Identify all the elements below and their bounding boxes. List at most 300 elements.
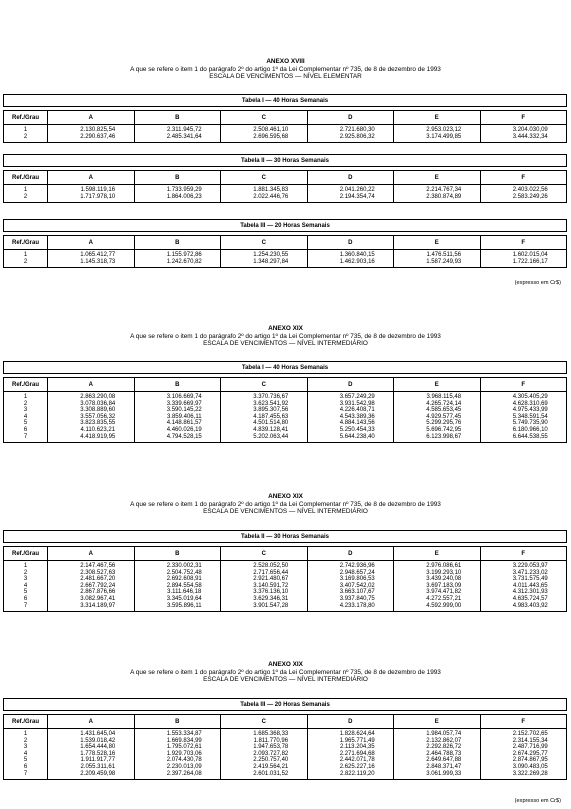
salary-value: 3.823.835,55 [80, 420, 116, 427]
salary-value: 2.976.086,61 [426, 563, 462, 569]
salary-value: 3.376.136,10 [253, 589, 289, 596]
value-column [221, 561, 308, 612]
salary-value: 2.093.727,82 [253, 750, 289, 757]
value-column [134, 185, 221, 203]
column-header: D [307, 171, 394, 185]
salary-value: 6.180.966,10 [512, 426, 548, 433]
salary-value: 2.863.290,08 [80, 394, 116, 400]
salary-value: 2.822.119,20 [339, 770, 375, 777]
salary-value: 2.147.467,56 [80, 563, 116, 569]
column-header: C [221, 715, 308, 729]
column-header: C [221, 547, 308, 561]
salary-value: 2.250.757,40 [253, 757, 289, 764]
column-header: F [480, 547, 567, 561]
salary-value: 3.199.293,10 [426, 569, 462, 576]
salary-value: 3.322.269,28 [512, 770, 548, 777]
salary-value: 2.528.052,50 [253, 563, 289, 569]
salary-value: 3.859.406,11 [166, 413, 202, 420]
salary-value: 2.921.480,67 [253, 576, 289, 583]
ref-value: 3 [23, 576, 28, 583]
value-column [307, 250, 394, 268]
column-header: F [480, 171, 567, 185]
annex-header [0, 325, 571, 348]
salary-value: 2.194.354,74 [339, 193, 375, 200]
salary-value: 2.442.071,78 [339, 757, 375, 764]
salary-value: 3.657.249,29 [339, 394, 375, 400]
table-title: Tabela I — 40 Horas Semanais [4, 362, 567, 374]
value-column [134, 729, 221, 780]
salary-value: 1.778.528,16 [80, 750, 116, 757]
salary-value: 3.623.541,92 [253, 400, 289, 407]
annex-header [0, 493, 571, 516]
salary-value: 3.974.471,82 [426, 589, 462, 596]
ref-value: 7 [23, 433, 28, 440]
table-title: Tabela II — 30 Horas Semanais [4, 155, 567, 167]
ref-value: 2 [23, 258, 28, 265]
value-column [394, 185, 481, 203]
column-header: A [48, 715, 135, 729]
column-header: E [394, 236, 481, 250]
salary-value: 2.214.767,34 [426, 187, 462, 193]
salary-value: 2.649.647,88 [426, 757, 462, 764]
salary-value: 3.339.669,97 [166, 400, 202, 407]
salary-value: 2.403.022,56 [512, 187, 548, 193]
currency-note: (expresso em Cr$) [514, 280, 561, 286]
ref-value: 5 [23, 589, 28, 596]
salary-value: 2.953.023,12 [426, 127, 462, 133]
salary-value: 3.078.036,84 [80, 400, 116, 407]
salary-value: 2.041.260,22 [339, 187, 375, 193]
salary-value: 1.065.412,77 [80, 252, 116, 258]
value-column [394, 250, 481, 268]
ref-value: 2 [23, 569, 28, 576]
salary-value: 2.601.031,52 [253, 770, 289, 777]
salary-value: 2.464.788,73 [426, 750, 462, 757]
salary-value: 1.242.670,82 [166, 258, 202, 265]
salary-value: 4.501.514,80 [253, 420, 289, 427]
annex-title: ANEXO XIX [268, 661, 303, 668]
salary-value: 3.937.840,75 [339, 595, 375, 602]
salary-value: 4.418.919,95 [80, 433, 116, 440]
annex-title: ANEXO XVIII [266, 58, 305, 65]
salary-value: 4.110.623,21 [80, 426, 116, 433]
column-header: C [221, 171, 308, 185]
salary-value: 5.644.238,40 [339, 433, 375, 440]
salary-value: 1.795.072,61 [166, 744, 202, 751]
salary-value: 4.233.178,80 [339, 602, 375, 609]
salary-value: 2.397.264,08 [166, 770, 202, 777]
value-column [394, 392, 481, 443]
annex-scale: ESCALA DE VENCIMENTOS — NÍVEL INTERMEDIÁRIO [203, 676, 368, 684]
salary-value: 3.229.053,97 [512, 563, 548, 569]
ref-column [4, 561, 48, 612]
value-column [394, 729, 481, 780]
column-header-ref: Ref./Grau [4, 378, 48, 392]
salary-value: 2.314.155,34 [512, 737, 548, 744]
salary-value: 2.948.657,24 [339, 569, 375, 576]
salary-value: 4.187.455,63 [253, 413, 289, 420]
salary-value: 2.696.595,68 [253, 133, 289, 140]
salary-value: 3.090.483,05 [512, 763, 548, 770]
salary-value: 2.308.527,63 [80, 569, 116, 576]
salary-value: 2.692.608,91 [166, 576, 202, 583]
salary-value: 4.265.724,14 [426, 400, 462, 407]
salary-value: 3.471.233,02 [512, 569, 548, 576]
column-header: B [134, 171, 221, 185]
salary-value: 3.169.806,53 [339, 576, 375, 583]
table-title: Tabela III — 20 Horas Semanais [4, 699, 567, 711]
salary-value: 5.250.454,33 [339, 426, 375, 433]
salary-table [3, 698, 567, 780]
ref-value: 1 [23, 731, 28, 737]
column-header-ref: Ref./Grau [4, 236, 48, 250]
salary-value: 5.348.591,54 [512, 413, 548, 420]
salary-value: 5.749.735,90 [512, 420, 548, 427]
ref-value: 6 [23, 763, 28, 770]
value-column [394, 125, 481, 143]
value-column [221, 185, 308, 203]
column-header: A [48, 236, 135, 250]
column-header: B [134, 236, 221, 250]
ref-value: 2 [23, 400, 28, 407]
column-header: A [48, 111, 135, 125]
salary-value: 4.585.653,45 [426, 407, 462, 414]
column-header: E [394, 715, 481, 729]
column-header: E [394, 171, 481, 185]
salary-value: 1.947.653,78 [253, 744, 289, 751]
value-column [48, 250, 135, 268]
column-header: F [480, 111, 567, 125]
column-header: B [134, 111, 221, 125]
value-column [48, 125, 135, 143]
salary-value: 3.308.889,60 [80, 407, 116, 414]
salary-value: 2.292.826,72 [426, 744, 462, 751]
column-header: C [221, 111, 308, 125]
annex-header [0, 58, 571, 81]
value-column [480, 250, 567, 268]
salary-value: 2.625.227,16 [339, 763, 375, 770]
salary-value: 4.635.724,57 [512, 595, 548, 602]
ref-column [4, 185, 48, 203]
salary-value: 1.145.318,73 [80, 258, 116, 265]
salary-value: 3.557.056,32 [80, 413, 116, 420]
salary-value: 1.984.057,74 [426, 731, 462, 737]
value-column [48, 185, 135, 203]
salary-value: 2.667.792,24 [80, 582, 116, 589]
ref-value: 7 [23, 770, 28, 777]
salary-value: 1.348.297,84 [253, 258, 289, 265]
value-column [221, 392, 308, 443]
salary-value: 3.895.307,56 [253, 407, 289, 414]
ref-value: 3 [23, 744, 28, 751]
value-column [221, 125, 308, 143]
currency-note: (expresso em Cr$) [514, 798, 561, 804]
salary-value: 3.931.542,98 [339, 400, 375, 407]
value-column [307, 392, 394, 443]
table-title: Tabela III — 20 Horas Semanais [4, 220, 567, 232]
ref-value: 5 [23, 757, 28, 764]
ref-value: 2 [23, 133, 28, 140]
salary-table [3, 530, 567, 612]
ref-value: 6 [23, 426, 28, 433]
ref-value: 1 [23, 127, 28, 133]
ref-value: 6 [23, 595, 28, 602]
salary-value: 2.583.249,26 [512, 193, 548, 200]
salary-value: 4.929.577,45 [426, 413, 462, 420]
ref-column [4, 125, 48, 143]
column-header: E [394, 547, 481, 561]
value-column [134, 250, 221, 268]
column-header: D [307, 236, 394, 250]
salary-value: 4.975.433,99 [512, 407, 548, 414]
ref-value: 5 [23, 420, 28, 427]
value-column [221, 729, 308, 780]
salary-value: 2.230.013,09 [166, 763, 202, 770]
column-header: C [221, 236, 308, 250]
column-header: F [480, 236, 567, 250]
value-column [307, 561, 394, 612]
salary-value: 3.204.030,09 [512, 127, 548, 133]
salary-value: 2.487.716,99 [512, 744, 548, 751]
salary-value: 3.082.967,41 [80, 595, 116, 602]
salary-value: 1.654.444,80 [80, 744, 116, 751]
salary-value: 1.476.511,56 [426, 252, 462, 258]
salary-value: 1.828.624,64 [339, 731, 375, 737]
salary-value: 2.330.002,31 [166, 563, 202, 569]
salary-value: 1.462.903,16 [339, 258, 375, 265]
salary-value: 5.696.742,95 [426, 426, 462, 433]
annex-subtitle: A que se refere o item 1 do parágrafo 2º do artigo 1º da Lei Complementar nº 735, de 8 de dezembro de 1993 [130, 332, 441, 340]
ref-value: 1 [23, 563, 28, 569]
ref-value: 4 [23, 582, 28, 589]
annex-title: ANEXO XIX [268, 325, 303, 332]
value-column [480, 392, 567, 443]
value-column [307, 125, 394, 143]
value-column [480, 561, 567, 612]
salary-value: 2.055.311,61 [80, 763, 116, 770]
annex-scale: ESCALA DE VENCIMENTOS — NÍVEL INTERMEDIÁRIO [203, 508, 368, 516]
salary-value: 1.553.334,87 [166, 731, 202, 737]
salary-value: 1.669.834,99 [166, 737, 202, 744]
salary-value: 3.407.542,02 [339, 582, 375, 589]
salary-value: 1.360.840,15 [339, 252, 375, 258]
salary-value: 2.113.204,35 [339, 744, 375, 751]
value-column [221, 250, 308, 268]
salary-value: 2.867.876,66 [80, 589, 116, 596]
salary-value: 3.901.547,28 [253, 602, 289, 609]
table-title: Tabela I — 40 Horas Semanais [4, 95, 567, 107]
salary-value: 2.717.656,44 [253, 569, 289, 576]
annex-header [0, 661, 571, 684]
column-header: C [221, 378, 308, 392]
ref-value: 4 [23, 750, 28, 757]
salary-value: 4.983.403,92 [512, 602, 548, 609]
salary-value: 1.685.368,33 [253, 731, 289, 737]
salary-value: 3.061.999,33 [426, 770, 462, 777]
salary-value: 2.380.874,89 [426, 193, 462, 200]
column-header: B [134, 547, 221, 561]
salary-value: 3.968.115,48 [426, 394, 462, 400]
column-header: D [307, 378, 394, 392]
value-column [480, 729, 567, 780]
salary-value: 3.697.183,09 [426, 582, 462, 589]
column-header: A [48, 378, 135, 392]
value-column [134, 392, 221, 443]
salary-value: 4.794.528,15 [166, 433, 202, 440]
salary-value: 1.864.006,23 [166, 193, 202, 200]
salary-value: 4.272.557,21 [426, 595, 462, 602]
value-column [394, 561, 481, 612]
salary-value: 2.022.446,76 [253, 193, 289, 200]
salary-value: 1.811.770,96 [253, 737, 289, 744]
ref-value: 1 [23, 252, 28, 258]
salary-value: 2.209.459,98 [80, 770, 116, 777]
salary-value: 2.130.825,54 [80, 127, 116, 133]
salary-table [3, 219, 567, 268]
column-header: D [307, 715, 394, 729]
salary-value: 3.663.107,67 [339, 589, 375, 596]
table-title: Tabela II — 30 Horas Semanais [4, 531, 567, 543]
salary-value: 3.174.499,85 [426, 133, 462, 140]
salary-value: 1.717.978,10 [80, 193, 116, 200]
salary-value: 2.311.945,72 [166, 127, 202, 133]
salary-value: 4.884.143,56 [339, 420, 375, 427]
salary-value: 2.504.752,48 [166, 569, 202, 576]
value-column [480, 125, 567, 143]
ref-value: 2 [23, 193, 28, 200]
salary-value: 1.602.015,04 [512, 252, 548, 258]
ref-column [4, 729, 48, 780]
salary-value: 1.911.917,77 [80, 757, 116, 764]
value-column [48, 392, 135, 443]
annex-title: ANEXO XIX [268, 493, 303, 500]
salary-value: 4.312.301,93 [512, 589, 548, 596]
salary-value: 4.011.443,65 [512, 582, 548, 589]
salary-value: 4.226.408,71 [339, 407, 375, 414]
column-header: D [307, 111, 394, 125]
salary-value: 2.721.680,30 [339, 127, 375, 133]
ref-value: 3 [23, 407, 28, 414]
salary-table [3, 154, 567, 203]
column-header: F [480, 715, 567, 729]
salary-value: 4.305.405,29 [512, 394, 548, 400]
column-header: A [48, 547, 135, 561]
salary-value: 1.881.345,83 [253, 187, 289, 193]
salary-value: 2.152.702,65 [512, 731, 548, 737]
salary-value: 6.644.538,55 [512, 433, 548, 440]
column-header: F [480, 378, 567, 392]
value-column [307, 185, 394, 203]
salary-value: 1.431.645,04 [80, 731, 116, 737]
salary-value: 3.370.736,67 [253, 394, 289, 400]
salary-value: 3.106.669,74 [166, 394, 202, 400]
value-column [48, 729, 135, 780]
annex-scale: ESCALA DE VENCIMENTOS — NÍVEL INTERMEDIÁRIO [203, 340, 368, 348]
salary-value: 3.590.145,22 [166, 407, 202, 414]
salary-value: 2.894.554,58 [166, 582, 202, 589]
salary-value: 2.848.371,47 [426, 763, 462, 770]
salary-value: 4.460.026,19 [166, 426, 202, 433]
ref-value: 1 [23, 394, 28, 400]
salary-value: 4.148.861,57 [166, 420, 202, 427]
salary-value: 2.074.430,78 [166, 757, 202, 764]
salary-table [3, 361, 567, 443]
salary-value: 1.929.703,06 [166, 750, 202, 757]
salary-value: 2.874.867,95 [512, 757, 548, 764]
salary-value: 2.290.637,46 [80, 133, 116, 140]
ref-value: 1 [23, 187, 28, 193]
salary-value: 1.965.771,49 [339, 737, 375, 744]
value-column [134, 125, 221, 143]
column-header-ref: Ref./Grau [4, 111, 48, 125]
salary-value: 4.592.999,00 [426, 602, 462, 609]
column-header-ref: Ref./Grau [4, 547, 48, 561]
salary-value: 3.629.346,31 [253, 595, 289, 602]
annex-subtitle: A que se refere o item 1 do parágrafo 2º do artigo 1º da Lei Complementar nº 735, de 8 de dezembro de 1993 [130, 668, 441, 676]
annex-subtitle: A que se refere o item 1 do parágrafo 2º do artigo 1º da Lei Complementar nº 735, de 8 de dezembro de 1993 [130, 65, 441, 73]
salary-value: 3.140.591,72 [253, 582, 289, 589]
salary-value: 3.731.575,49 [512, 576, 548, 583]
value-column [134, 561, 221, 612]
column-header: B [134, 378, 221, 392]
salary-value: 3.439.240,08 [426, 576, 462, 583]
salary-value: 3.314.189,97 [80, 602, 116, 609]
column-header: D [307, 547, 394, 561]
column-header: E [394, 378, 481, 392]
salary-value: 4.628.310,69 [512, 400, 548, 407]
value-column [48, 561, 135, 612]
salary-value: 2.742.936,96 [339, 563, 375, 569]
salary-value: 2.419.564,21 [253, 763, 289, 770]
salary-value: 4.543.389,36 [339, 413, 375, 420]
salary-value: 2.132.862,07 [426, 737, 462, 744]
salary-value: 1.254.230,55 [253, 252, 289, 258]
salary-value: 1.733.959,29 [166, 187, 202, 193]
salary-value: 2.925.806,32 [339, 133, 375, 140]
column-header: A [48, 171, 135, 185]
salary-value: 3.345.019,64 [166, 595, 202, 602]
ref-column [4, 392, 48, 443]
salary-value: 1.539.018,42 [80, 737, 116, 744]
ref-column [4, 250, 48, 268]
salary-value: 1.155.972,86 [166, 252, 202, 258]
salary-value: 3.111.646,18 [167, 589, 202, 596]
annex-subtitle: A que se refere o item 1 do parágrafo 2º do artigo 1º da Lei Complementar nº 735, de 8 de dezembro de 1993 [130, 500, 441, 508]
column-header-ref: Ref./Grau [4, 171, 48, 185]
salary-value: 3.444.332,34 [512, 133, 548, 140]
salary-value: 3.595.896,11 [166, 602, 202, 609]
salary-value: 2.271.694,68 [339, 750, 375, 757]
salary-value: 2.485.341,64 [166, 133, 202, 140]
value-column [480, 185, 567, 203]
column-header: B [134, 715, 221, 729]
salary-value: 2.481.667,20 [80, 576, 116, 583]
salary-value: 5.299.295,76 [426, 420, 462, 427]
salary-value: 2.508.461,10 [253, 127, 289, 133]
salary-table [3, 94, 567, 143]
ref-value: 4 [23, 413, 28, 420]
salary-value: 6.123.998,67 [426, 433, 462, 440]
salary-value: 1.598.119,16 [80, 187, 116, 193]
salary-value: 4.839.128,41 [253, 426, 289, 433]
ref-value: 7 [23, 602, 28, 609]
salary-value: 1.587.249,93 [426, 258, 462, 265]
salary-value: 1.722.166,17 [512, 258, 548, 265]
annex-scale: ESCALA DE VENCIMENTOS — NÍVEL ELEMENTAR [209, 73, 362, 81]
value-column [307, 729, 394, 780]
column-header-ref: Ref./Grau [4, 715, 48, 729]
salary-value: 2.674.295,77 [512, 750, 548, 757]
